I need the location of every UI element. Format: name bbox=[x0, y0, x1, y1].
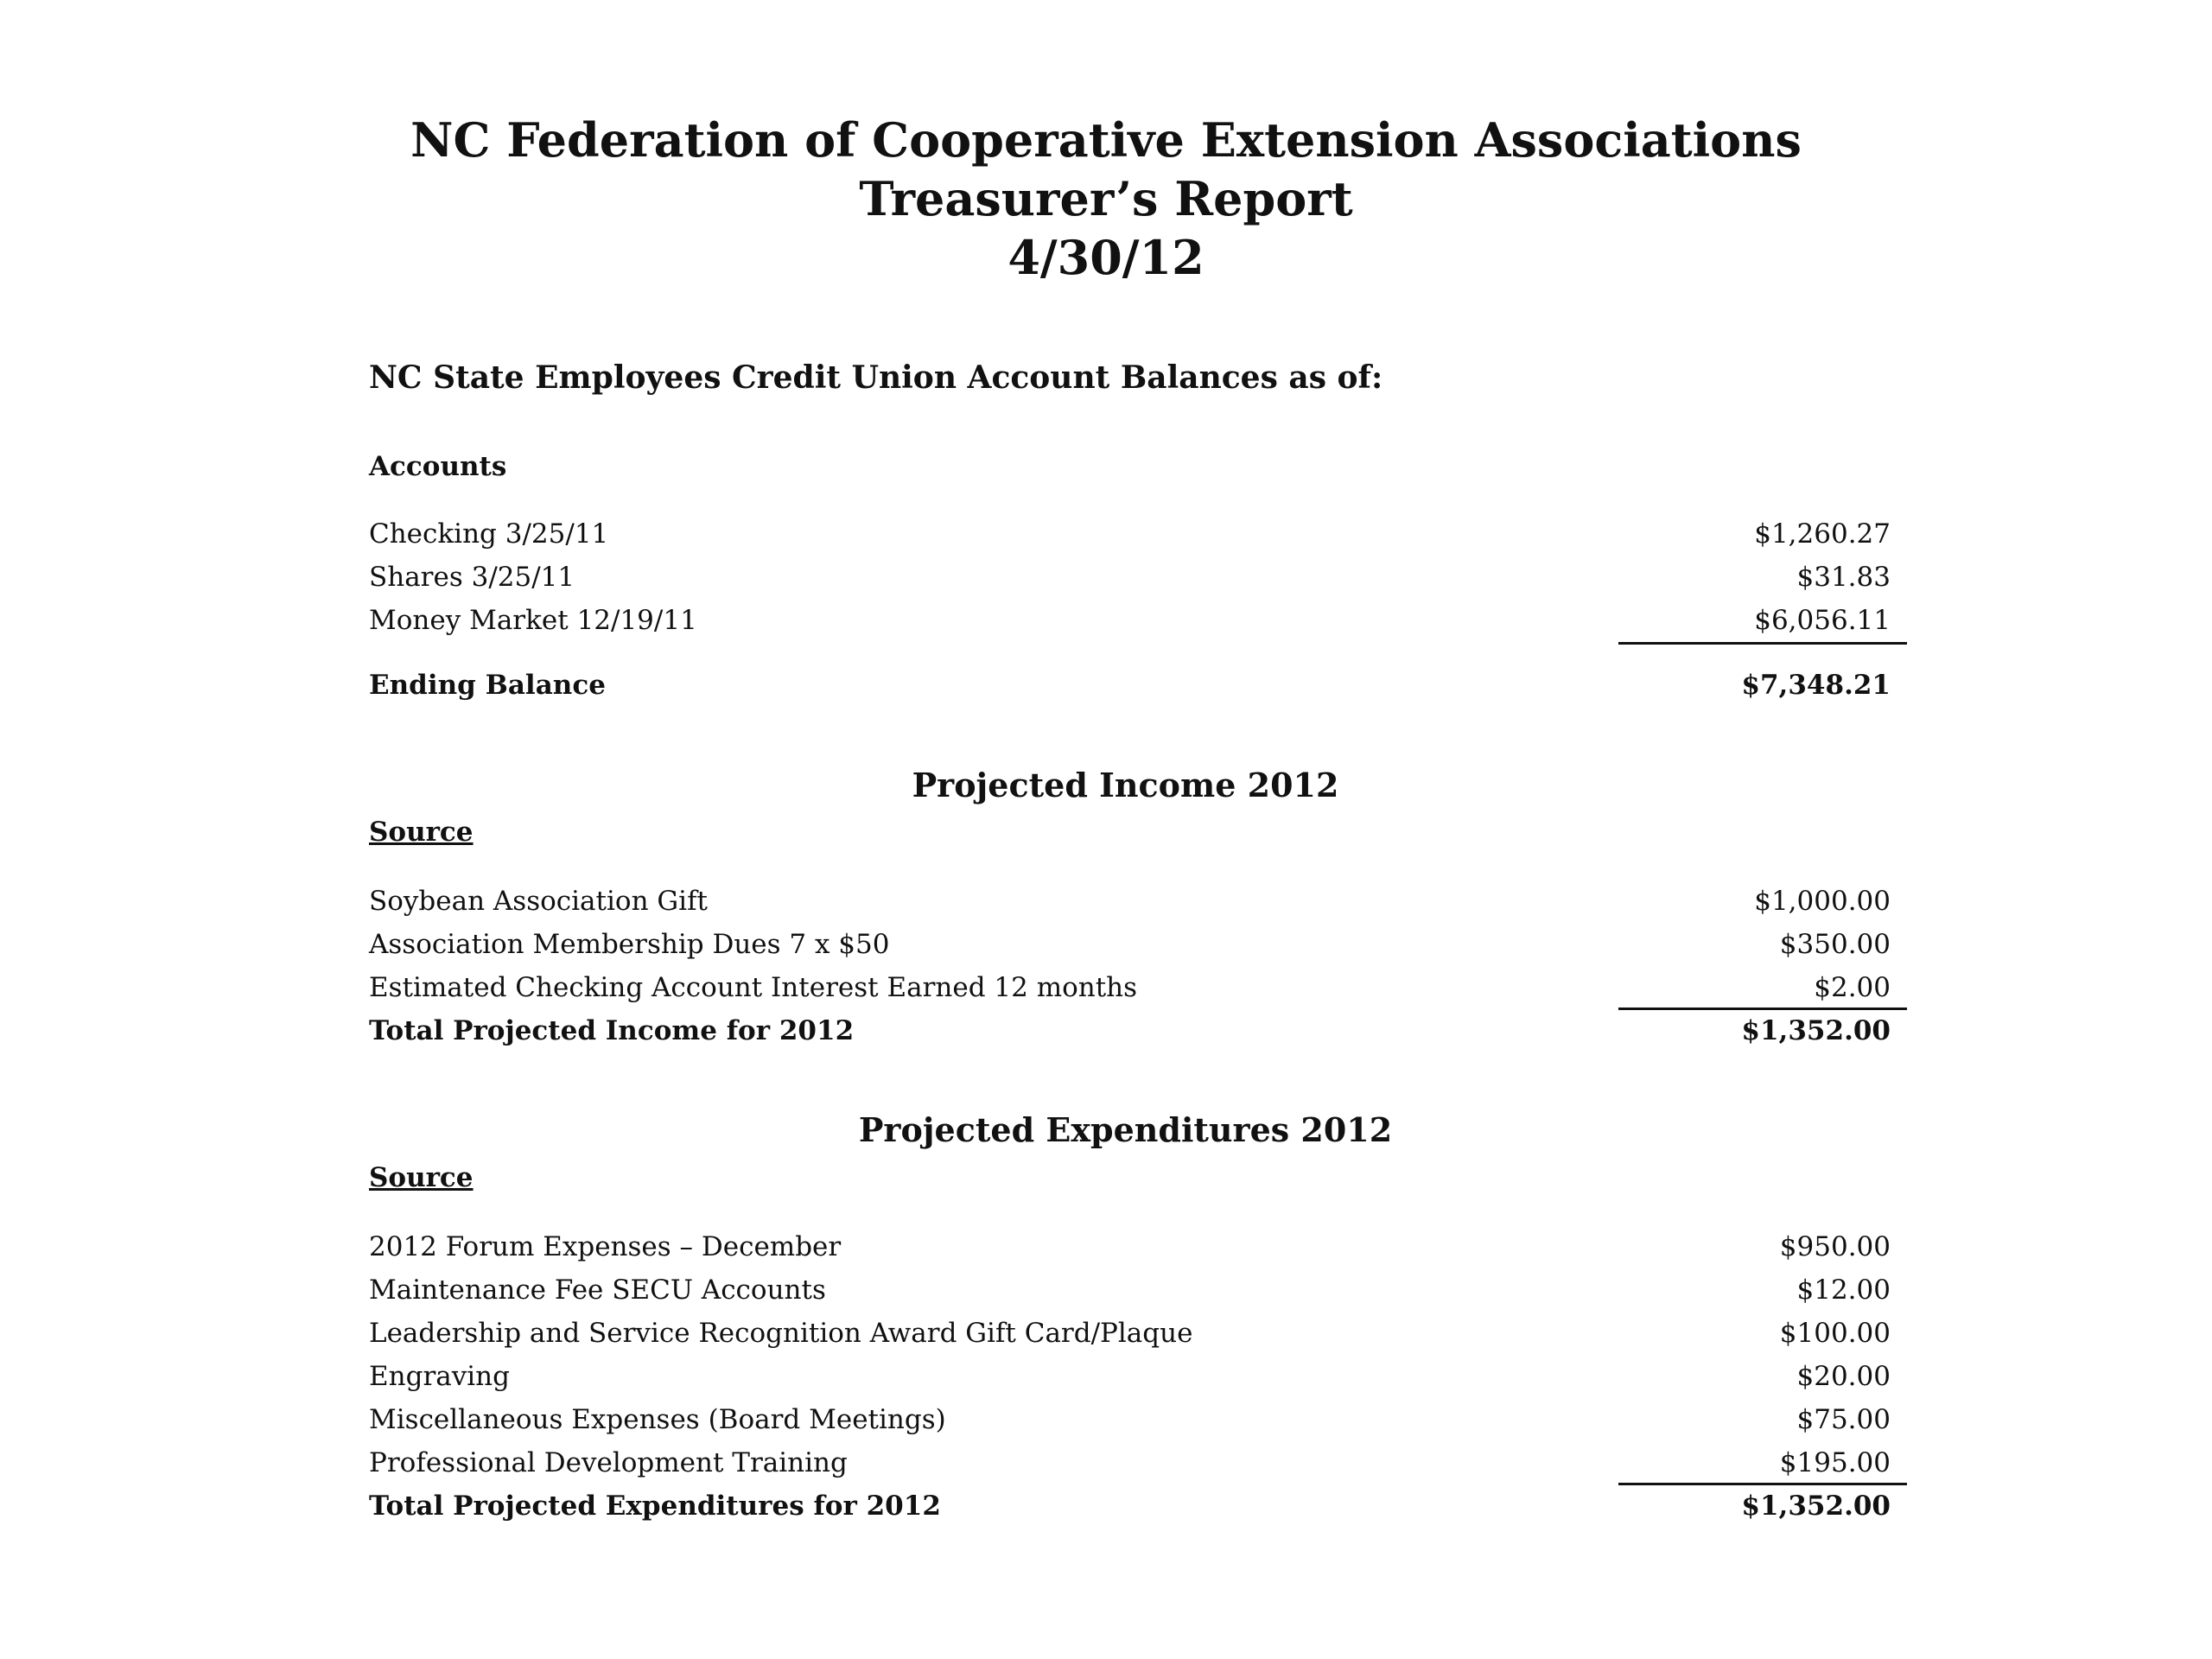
expenditures-heading: Projected Expenditures 2012 bbox=[858, 1110, 1393, 1149]
expense-item: Miscellaneous Expenses (Board Meetings) bbox=[369, 1404, 946, 1435]
table-row bbox=[369, 1398, 1891, 1441]
account-amount: $1,260.27 bbox=[1754, 518, 1891, 550]
table-row bbox=[369, 966, 1891, 1009]
ending-balance-amount: $7,348.21 bbox=[1741, 670, 1891, 701]
income-source: Association Membership Dues 7 x $50 bbox=[369, 929, 890, 960]
expense-item: Leadership and Service Recognition Award Gift Card/Plaque bbox=[369, 1318, 1193, 1349]
account-name: Checking 3/25/11 bbox=[369, 518, 609, 550]
account-amount: $6,056.11 bbox=[1754, 605, 1891, 636]
account-name: Shares 3/25/11 bbox=[369, 562, 575, 593]
expense-item: 2012 Forum Expenses – December bbox=[369, 1231, 842, 1262]
table-row bbox=[369, 556, 1891, 599]
report-title bbox=[0, 111, 2212, 287]
table-row bbox=[369, 1225, 1891, 1268]
balances-heading: NC State Employees Credit Union Account Balances as of: bbox=[369, 359, 1383, 396]
income-total-label: Total Projected Income for 2012 bbox=[369, 1015, 855, 1046]
report-date: 4/30/12 bbox=[1007, 230, 1205, 285]
income-source: Estimated Checking Account Interest Earned 12 months bbox=[369, 972, 1138, 1003]
expense-item: Professional Development Training bbox=[369, 1447, 848, 1478]
table-row bbox=[369, 599, 1891, 642]
account-amount: $31.83 bbox=[1796, 562, 1891, 593]
report-name: Treasurer’s Report bbox=[859, 171, 1353, 226]
income-amount: $1,000.00 bbox=[1754, 886, 1891, 917]
income-source-label: Source bbox=[369, 817, 474, 848]
total-divider bbox=[1618, 642, 1907, 645]
expense-amount: $75.00 bbox=[1796, 1404, 1891, 1435]
expense-item: Engraving bbox=[369, 1361, 510, 1392]
income-heading: Projected Income 2012 bbox=[912, 766, 1339, 804]
accounts-label: Accounts bbox=[369, 451, 507, 482]
income-total-row bbox=[369, 1009, 1891, 1052]
table-row bbox=[369, 1268, 1891, 1312]
table-row bbox=[369, 1312, 1891, 1355]
table-row bbox=[369, 880, 1891, 923]
expense-amount: $950.00 bbox=[1779, 1231, 1891, 1262]
table-row bbox=[369, 923, 1891, 966]
table-row bbox=[369, 1441, 1891, 1484]
income-amount: $2.00 bbox=[1814, 972, 1891, 1003]
expenditures-total-label: Total Projected Expenditures for 2012 bbox=[369, 1491, 941, 1522]
expense-amount: $100.00 bbox=[1779, 1318, 1891, 1349]
expenditures-total-row bbox=[369, 1484, 1891, 1528]
expenditures-total-amount: $1,352.00 bbox=[1741, 1491, 1891, 1522]
ending-balance-row bbox=[369, 664, 1891, 707]
expense-amount: $195.00 bbox=[1779, 1447, 1891, 1478]
income-total-amount: $1,352.00 bbox=[1741, 1015, 1891, 1046]
ending-balance-label: Ending Balance bbox=[369, 670, 606, 701]
table-row bbox=[369, 1355, 1891, 1398]
expense-item: Maintenance Fee SECU Accounts bbox=[369, 1274, 826, 1306]
table-row bbox=[369, 512, 1891, 556]
expenditures-source-label: Source bbox=[369, 1162, 474, 1193]
income-amount: $350.00 bbox=[1779, 929, 1891, 960]
organization-name: NC Federation of Cooperative Extension Associations bbox=[410, 112, 1802, 168]
account-name: Money Market 12/19/11 bbox=[369, 605, 697, 636]
expense-amount: $12.00 bbox=[1796, 1274, 1891, 1306]
income-source: Soybean Association Gift bbox=[369, 886, 708, 917]
expense-amount: $20.00 bbox=[1796, 1361, 1891, 1392]
